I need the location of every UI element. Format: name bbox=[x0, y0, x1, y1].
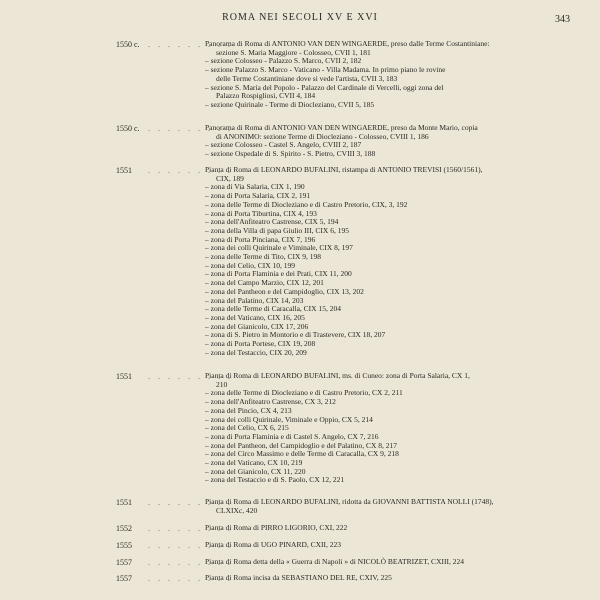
entry-line: Pianta di Roma di LEONARDO BUFALINI, ristampa di ANTONIO TREVISI (1560/1561), bbox=[205, 165, 483, 174]
entry-line: – zona del Celio, CX 6, 215 bbox=[205, 423, 289, 433]
entry-line: – zona di S. Pietro in Montorio e di Trastevere, CIX 18, 207 bbox=[205, 330, 386, 340]
entry-date: 1551 bbox=[116, 372, 132, 381]
entry-line: – zona di Porta Tiburtina, CIX 4, 193 bbox=[205, 208, 317, 218]
entry-line: – zona di Porta Pinciana, CIX 7, 196 bbox=[205, 234, 316, 244]
entry-date: 1551 bbox=[116, 498, 132, 507]
entry-line: – zona di Porta Flaminia e dei Prati, CIX 11, 200 bbox=[205, 269, 352, 279]
entry-line: – zona di Porta Portese, CIX 19, 208 bbox=[205, 339, 316, 349]
entry-line: – sezione Quirinale - Terme di Diocleziano, CVII 5, 185 bbox=[205, 99, 375, 109]
entry-line: Pianta di Roma di UGO PINARD, CXII, 223 bbox=[205, 540, 342, 549]
entry-line: CIX, 189 bbox=[216, 173, 244, 183]
leader-dots: . . . . . . . . . bbox=[148, 574, 233, 583]
entry-line: – zona del Testaccio e di S. Paolo, CX 12, 221 bbox=[205, 475, 345, 485]
entry-line: Panorama di Roma di ANTONIO VAN DEN WINGAERDE, preso da Monte Mario, copia bbox=[205, 123, 478, 132]
entry-date: 1555 bbox=[116, 541, 132, 550]
entry-line: – zona del Vaticano, CX 10, 219 bbox=[205, 458, 303, 468]
entry-description bbox=[205, 558, 485, 567]
entry-line: Pianta di Roma incisa da SEBASTIANO DEL RE, CXIV, 225 bbox=[205, 573, 392, 582]
entry-line: – zona delle Terme di Tito, CIX 9, 198 bbox=[205, 252, 321, 262]
entry-description bbox=[205, 524, 485, 533]
entry-date: 1552 bbox=[116, 524, 132, 533]
entry-line: – sezione S. Maria del Popolo - Palazzo del Cardinale di Vercelli, oggi zona del bbox=[205, 82, 444, 92]
entry-line: – zona del Gianicolo, CIX 17, 206 bbox=[205, 321, 309, 331]
entry-line: – zona di Porta Salaria, CIX 2, 191 bbox=[205, 191, 311, 201]
leader-dots: . . . . . . . . . bbox=[148, 558, 233, 567]
entry-line: Pianta di Roma di LEONARDO BUFALINI, ms. di Cuneo: zona di Porta Salaria, CX 1, bbox=[205, 371, 470, 380]
page-number: 343 bbox=[555, 14, 570, 25]
entry-line: – zona delle Terme di Diocleziano e di Castro Pretorio, CX 2, 211 bbox=[205, 388, 403, 398]
entry-description bbox=[205, 574, 485, 583]
entry-description bbox=[205, 166, 485, 357]
entry-description bbox=[205, 372, 485, 485]
entry-line: – zona dell'Anfiteatro Castrense, CIX 5, 194 bbox=[205, 217, 339, 227]
entry-line: – zona delle Terme di Diocleziano e di Castro Pretorio, CIX, 3, 192 bbox=[205, 199, 408, 209]
entry-line: di ANONIMO: sezione Terme di Diocleziano - Colosseo, CVIII 1, 186 bbox=[216, 131, 429, 141]
entry-line: – zona delle Terme di Caracalla, CIX 15, 204 bbox=[205, 304, 341, 314]
leader-dots: . . . . . . . . . bbox=[148, 166, 233, 175]
entry-line: – zona di Via Salaria, CIX 1, 190 bbox=[205, 182, 305, 192]
entry-description bbox=[205, 497, 494, 515]
entry-line: – zona dell'Anfiteatro Castrense, CX 3, 212 bbox=[205, 397, 336, 407]
entry-line: – zona della Villa di papa Giulio III, CIX 6, 195 bbox=[205, 225, 349, 235]
entry-date: 1550 c. bbox=[116, 40, 140, 49]
entry-line: sezione S. Maria Maggiore - Colosseo, CVII 1, 181 bbox=[216, 47, 371, 57]
entry-date: 1551 bbox=[116, 166, 132, 175]
entry-line: Pianta di Roma detta della « Guerra di Napoli » di NICOLÒ BEATRIZET, CXIII, 224 bbox=[205, 557, 464, 566]
running-header: ROMA NEI SECOLI XV E XVI bbox=[222, 12, 378, 23]
entry-line: – zona del Pincio, CX 4, 213 bbox=[205, 405, 292, 415]
entry-line: – zona dei colli Quirinale e Viminale, CIX 8, 197 bbox=[205, 243, 353, 253]
entry-line: – sezione Ospedale di S. Spirito - S. Pietro, CVIII 3, 188 bbox=[205, 149, 376, 159]
entry-line: – sezione Colosseo - Castel S. Angelo, CVIII 2, 187 bbox=[205, 140, 362, 150]
entry-line: delle Terme Costantiniane dove si vede l'artista, CVII 3, 183 bbox=[216, 73, 398, 83]
entry-line: – zona del Pantheon e del Campidoglio, CIX 13, 202 bbox=[205, 286, 364, 296]
leader-dots: . . . . . . . . . bbox=[148, 541, 233, 550]
leader-dots: . . . . . . . . . bbox=[148, 498, 233, 507]
entry-line: – zona dei colli Quirinale, Viminale e Oppio, CX 5, 214 bbox=[205, 414, 373, 424]
entry-line: – zona del Pantheon, del Campidoglio e del Palatino, CX 8, 217 bbox=[205, 440, 398, 450]
entry-line: – zona del Circo Massimo e delle Terme di Caracalla, CX 9, 218 bbox=[205, 449, 399, 459]
entry-line: – zona del Vaticano, CIX 16, 205 bbox=[205, 312, 305, 322]
entry-line: – zona del Testaccio, CIX 20, 209 bbox=[205, 347, 307, 357]
entry-line: – zona del Palatino, CIX 14, 203 bbox=[205, 295, 304, 305]
leader-dots: . . . . . . . . . bbox=[148, 372, 233, 381]
entry-line: CLXIXc, 420 bbox=[216, 505, 258, 515]
entry-date: 1550 c. bbox=[116, 124, 140, 133]
entry-line: – sezione Palazzo S. Marco - Vaticano - Villa Madama. In primo piano le rovine bbox=[205, 65, 446, 75]
entry-line: – zona del Gianicolo, CX 11, 220 bbox=[205, 466, 306, 476]
entry-line: – sezione Colosseo - Palazzo S. Marco, CVII 2, 182 bbox=[205, 56, 362, 66]
leader-dots: . . . . . . . . . bbox=[148, 40, 233, 49]
leader-dots: . . . . . . . . . bbox=[148, 124, 233, 133]
entry-line: – zona di Porta Flaminia e di Castel S. Angelo, CX 7, 216 bbox=[205, 431, 379, 441]
entry-line: Palazzo Rospigliosi, CVII 4, 184 bbox=[216, 91, 316, 101]
entry-date: 1557 bbox=[116, 558, 132, 567]
entry-date: 1557 bbox=[116, 574, 132, 583]
entry-line: Panorama di Roma di ANTONIO VAN DEN WINGAERDE, preso dalle Terme Costantiniane: bbox=[205, 39, 490, 48]
entry-line: – zona del Campo Marzio, CIX 12, 201 bbox=[205, 278, 324, 288]
leader-dots: . . . . . . . . . bbox=[148, 524, 233, 533]
entry-line: – zona del Celio, CIX 10, 199 bbox=[205, 260, 295, 270]
entry-description bbox=[205, 39, 490, 110]
entry-description bbox=[205, 541, 485, 550]
entry-description bbox=[205, 124, 485, 159]
entry-line: 210 bbox=[216, 379, 228, 389]
entry-line: Pianta di Roma di LEONARDO BUFALINI, ridotta da GIOVANNI BATTISTA NOLLI (1748), bbox=[205, 497, 494, 506]
entry-line: Pianta di Roma di PIRRO LIGORIO, CXI, 222 bbox=[205, 523, 348, 532]
